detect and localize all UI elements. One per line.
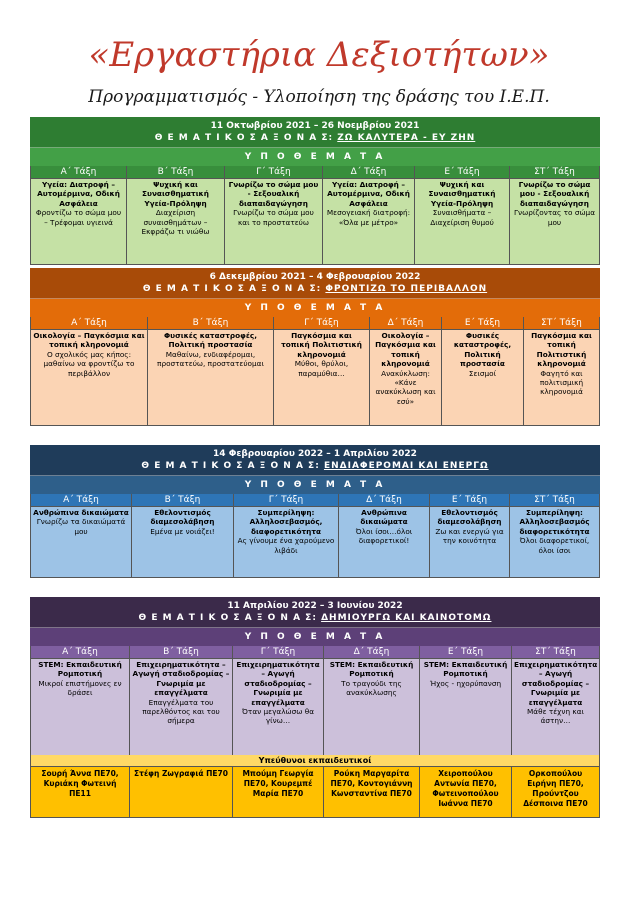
class-name: Γ΄ Τάξη	[233, 646, 323, 659]
class-column	[510, 166, 600, 265]
classes-grid	[30, 494, 600, 578]
class-column	[30, 317, 148, 426]
subject-title: Φυσικές καταστροφές, Πολιτική προστασία	[163, 331, 258, 350]
subject-title: Εθελοντισμός διαμεσολάβηση	[150, 508, 215, 527]
subject-title: Ανθρώπινα δικαιώματα	[360, 508, 408, 527]
teacher-names: Ρούκη Μαργαρίτα ΠΕ70, Κοντογιάννη Κωνσταντίνα ΠΕ70	[324, 767, 419, 817]
class-name: ΣΤ΄ Τάξη	[512, 646, 599, 659]
page-subtitle: Προγραμματισμός - Υλοποίηση της δράσης του Ι.Ε.Π.	[88, 87, 550, 107]
class-name: ΣΤ΄ Τάξη	[510, 166, 599, 179]
teacher-names: Μπούμη Γεωργία ΠΕ70, Κουρεμπέ Μαρία ΠΕ70	[233, 767, 323, 817]
class-column	[430, 494, 510, 578]
subject-title: Φυσικές καταστροφές, Πολιτική προστασία	[453, 331, 512, 369]
thematic-axis-value: ΔΗΜΙΟΥΡΓΩ ΚΑΙ ΚΑΙΝΟΤΟΜΩ	[321, 613, 492, 623]
thematic-axis: Θ Ε Μ Α Τ Ι Κ Ο Σ Α Ξ Ο Ν Α Σ: ΕΝΔΙΑΦΕΡΟΜΑΙ ΚΑΙ ΕΝΕΡΓΩ	[141, 461, 489, 471]
subject-text: Συναισθήματα – Διαχείριση θυμού	[430, 208, 494, 227]
subject-text: Μικροί επιστήμονες εν δράσει	[38, 678, 122, 698]
class-name: Δ΄ Τάξη	[324, 646, 419, 659]
subject-text: Όταν μεγαλώσω θα γίνω…	[242, 707, 314, 726]
class-column	[415, 166, 510, 265]
responsible-column	[30, 767, 130, 818]
class-name: Ε΄ Τάξη	[420, 646, 511, 659]
class-name: Β΄ Τάξη	[148, 317, 273, 330]
section-header	[30, 268, 600, 299]
subject-title: Συμπερίληψη: Αλληλοσεβασμός, διαφορετικότητα	[249, 508, 323, 536]
responsible-grid	[30, 767, 600, 818]
class-column	[274, 317, 370, 426]
subject-title: Εθελοντισμός διαμεσολάβηση	[437, 508, 502, 527]
responsible-section	[30, 755, 600, 818]
class-column	[225, 166, 323, 265]
subject-text: Σεισμοί	[468, 368, 497, 378]
section-header	[30, 597, 600, 628]
subject-text: Γνωρίζοντας το σώμα μου	[513, 208, 596, 227]
subject-title: Επιχειρηματικότητα – Αγωγή σταδιοδρομίας – Γνωριμία με επαγγέλματα	[132, 660, 230, 698]
section-header	[30, 445, 600, 476]
section-2	[30, 268, 600, 426]
class-column	[30, 494, 132, 578]
class-column	[130, 646, 233, 758]
subject-title: STEM: Εκπαιδευτική Ρομποτική	[329, 660, 414, 679]
class-column	[132, 494, 234, 578]
responsible-header: Υπεύθυνοι εκπαιδευτικοί	[30, 755, 600, 767]
class-column	[127, 166, 225, 265]
teacher-names: Ορκοπούλου Ειρήνη ΠΕ70, Προύντζου Δέσποινα ΠΕ70	[512, 767, 599, 817]
section-header	[30, 117, 600, 148]
subject-text: Εμένα με νοιάζει!	[150, 526, 215, 536]
responsible-column	[233, 767, 324, 818]
class-column	[512, 646, 600, 758]
subject-text: Το τραγούδι της ανακύκλωσης	[341, 678, 402, 698]
subject-text: Ο σχολικός μας κήπος: μαθαίνω να φροντίζω το περιβάλλον	[43, 349, 135, 378]
classes-grid	[30, 646, 600, 758]
subject-text: Φαγητό και πολιτισμική κληρονομιά	[539, 368, 584, 397]
subjects-header: Υ Π Ο Θ Ε Μ Α Τ Α	[30, 148, 600, 166]
class-name: Β΄ Τάξη	[132, 494, 233, 507]
class-name: Α΄ Τάξη	[31, 494, 131, 507]
class-name: Γ΄ Τάξη	[234, 494, 338, 507]
thematic-axis-value: ΕΝΔΙΑΦΕΡΟΜΑΙ ΚΑΙ ΕΝΕΡΓΩ	[323, 461, 489, 471]
section-1	[30, 117, 600, 265]
subject-text: Μύθοι, θρύλοι, παραμύθια…	[294, 359, 349, 378]
subject-title: Παγκόσμια και τοπική Πολιτιστική κληρονομιά	[281, 331, 362, 359]
subjects-header: Υ Π Ο Θ Ε Μ Α Τ Α	[30, 628, 600, 646]
subject-text: Επαγγέλματα του παρελθόντος και του σήμερα	[142, 697, 220, 726]
subject-title: Οικολογία – Παγκόσμια και τοπική κληρονομιά	[33, 331, 145, 350]
subject-title: Υγεία: Διατροφή – Αυτομέρμινα, Οδική Ασφάλεια	[37, 180, 120, 208]
subject-title: STEM: Εκπαιδευτική Ρομποτική	[38, 660, 122, 679]
responsible-column	[420, 767, 512, 818]
subject-title: Οικολογία – Παγκόσμια και τοπική κληρονομιά	[375, 331, 436, 369]
class-name: Α΄ Τάξη	[31, 166, 126, 179]
section-dates: 11 Απριλίου 2022 – 3 Ιουνίου 2022	[227, 601, 403, 611]
subject-title: Ψυχική και Συναισθηματική Υγεία-Πρόληψη	[428, 180, 496, 208]
thematic-axis: Θ Ε Μ Α Τ Ι Κ Ο Σ Α Ξ Ο Ν Α Σ: ΦΡΟΝΤΙΖΩ ΤΟ ΠΕΡΙΒΑΛΛΟΝ	[142, 284, 488, 294]
subject-text: Γνωρίζω το σώμα μου και το προστατεύω	[233, 208, 314, 227]
responsible-column	[130, 767, 233, 818]
class-name: Δ΄ Τάξη	[339, 494, 429, 507]
subject-text: Μαθαίνω, ενδιαφέρομαι, προστατεύω, προστατεύομαι	[157, 349, 264, 369]
classes-grid	[30, 166, 600, 265]
teacher-names: Χειροπούλου Αντωνία ΠΕ70, Φωτεινοπούλου Ιωάννα ΠΕ70	[420, 767, 511, 817]
subject-text: Γνωρίζω τα δικαιώματά μου	[36, 517, 126, 536]
subject-title: Υγεία: Διατροφή – Αυτομέρμινα, Οδική Ασφάλεια	[327, 180, 410, 208]
thematic-axis: Θ Ε Μ Α Τ Ι Κ Ο Σ Α Ξ Ο Ν Α Σ: ΖΩ ΚΑΛΥΤΕΡΑ - ΕΥ ΖΗΝ	[154, 133, 476, 143]
class-name: Δ΄ Τάξη	[370, 317, 441, 330]
class-name: ΣΤ΄ Τάξη	[510, 494, 599, 507]
class-name: Δ΄ Τάξη	[323, 166, 414, 179]
subject-title: Συμπερίληψη: Αλληλοσεβασμός διαφορετικότητα	[519, 508, 590, 536]
class-column	[30, 166, 127, 265]
subject-text: Μάθε τέχνη και άστην…	[527, 707, 584, 726]
teacher-names: Σουρή Άννα ΠΕ70, Κυριάκη Φωτεινή ΠΕ11	[31, 767, 129, 817]
class-column	[339, 494, 430, 578]
responsible-column	[324, 767, 420, 818]
classes-grid	[30, 317, 600, 426]
subject-title: Ψυχική και Συναισθηματική Υγεία-Πρόληψη	[142, 180, 209, 208]
responsible-column	[512, 767, 600, 818]
thematic-axis-value: ΦΡΟΝΤΙΖΩ ΤΟ ΠΕΡΙΒΑΛΛΟΝ	[325, 284, 488, 294]
subject-text: Ανακύκλωση: «Κάνε ανακύκλωση και εσύ»	[375, 368, 436, 406]
thematic-axis: Θ Ε Μ Α Τ Ι Κ Ο Σ Α Ξ Ο Ν Α Σ: ΔΗΜΙΟΥΡΓΩ ΚΑΙ ΚΑΙΝΟΤΟΜΩ	[138, 613, 492, 623]
class-name: Α΄ Τάξη	[31, 317, 147, 330]
subject-title: Παγκόσμια και τοπική Πολιτιστική κληρονομιά	[531, 331, 592, 369]
class-name: Ε΄ Τάξη	[430, 494, 509, 507]
class-column	[148, 317, 274, 426]
subject-title: Ανθρώπινα δικαιώματα	[33, 508, 129, 517]
class-column	[233, 646, 324, 758]
subject-text: Ήχος - ηχορύπανση	[429, 678, 502, 688]
subject-text: Όλοι διαφορετικοί, όλοι ίσοι	[519, 536, 590, 555]
section-dates: 6 Δεκεμβρίου 2021 – 4 Φεβρουαρίου 2022	[209, 272, 421, 282]
class-column	[234, 494, 339, 578]
class-column	[442, 317, 524, 426]
class-name: Γ΄ Τάξη	[274, 317, 369, 330]
class-name: Β΄ Τάξη	[130, 646, 232, 659]
subject-title: STEM: Εκπαιδευτική Ρομποτική	[423, 660, 508, 679]
subject-text: Διαχείριση συναισθημάτων – Εκφράζω τι νιώθω	[141, 208, 210, 237]
class-column	[30, 646, 130, 758]
class-column	[510, 494, 600, 578]
class-name: Ε΄ Τάξη	[415, 166, 509, 179]
subject-text: Όλοι ίσοι…όλοι διαφορετικοί!	[355, 526, 413, 546]
subject-title: Επιχειρηματικότητα – Αγωγή σταδιοδρομίας – Γνωριμία με επαγγέλματα	[236, 660, 320, 707]
subjects-header: Υ Π Ο Θ Ε Μ Α Τ Α	[30, 299, 600, 317]
class-column	[420, 646, 512, 758]
class-column	[524, 317, 600, 426]
class-name: Γ΄ Τάξη	[225, 166, 322, 179]
class-name: Α΄ Τάξη	[31, 646, 129, 659]
subject-title: Επιχειρηματικότητα – Αγωγή σταδιοδρομίας – Γνωριμία με επαγγέλματα	[514, 660, 598, 707]
class-column	[324, 646, 420, 758]
subject-title: Γνωρίζω το σώμα μου - Σεξουαλική διαπαιδαγώγηση	[518, 180, 591, 208]
subject-title: Γνωρίζω το σώμα μου - Σεξουαλική διαπαιδαγώγηση	[228, 180, 319, 208]
section-dates: 14 Φεβρουαρίου 2022 – 1 Απριλίου 2022	[213, 449, 417, 459]
subject-text: Ζω και ενεργώ για την κοινότητα	[435, 526, 504, 546]
thematic-axis-value: ΖΩ ΚΑΛΥΤΕΡΑ - ΕΥ ΖΗΝ	[337, 133, 476, 143]
subjects-header: Υ Π Ο Θ Ε Μ Α Τ Α	[30, 476, 600, 494]
teacher-names: Στέφη Ζωγραφιά ΠΕ70	[130, 767, 232, 817]
class-column	[323, 166, 415, 265]
page-title: «Εργαστήρια Δεξιοτήτων»	[88, 35, 550, 75]
subject-text: Ας γίνουμε ένα χαρούμενο λιβάδι	[237, 536, 335, 555]
class-name: Β΄ Τάξη	[127, 166, 224, 179]
section-3	[30, 445, 600, 578]
class-name: Ε΄ Τάξη	[442, 317, 523, 330]
class-name: ΣΤ΄ Τάξη	[524, 317, 599, 330]
section-dates: 11 Οκτωβρίου 2021 – 26 Νοεμβρίου 2021	[210, 121, 420, 131]
subject-text: Μεσογειακή διατροφή: «Όλα με μέτρο»	[326, 208, 411, 227]
subject-text: Φροντίζω το σώμα μου – Τρέφομαι υγιεινά	[35, 208, 122, 227]
section-4	[30, 597, 600, 758]
class-column	[370, 317, 442, 426]
